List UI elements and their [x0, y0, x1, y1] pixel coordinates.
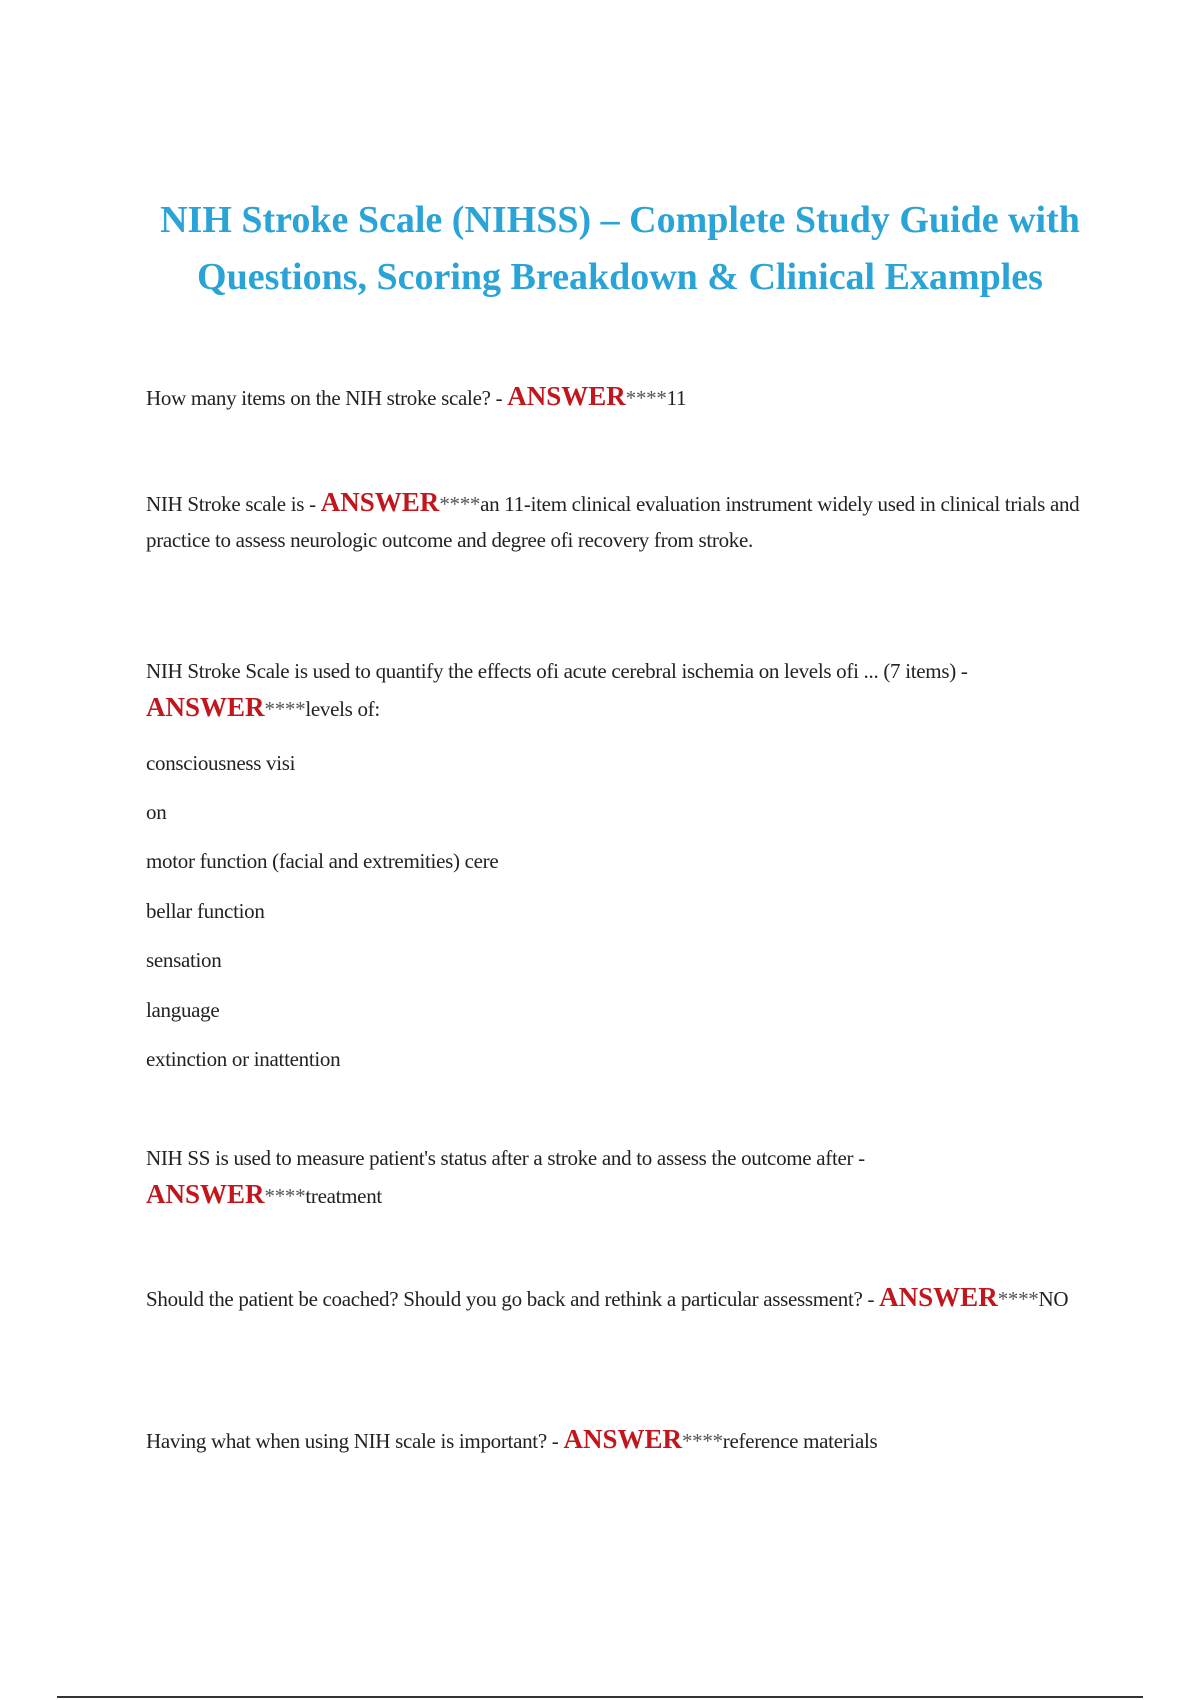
qa-item-1	[146, 378, 1086, 416]
question-text: NIH Stroke Scale is used to quantify the effects ofi acute cerebral ischemia on levels ofi ... (7 items) -	[146, 659, 968, 683]
qa-item-2	[146, 484, 1086, 558]
list-item: language	[146, 998, 220, 1022]
answer-marker: ****	[264, 1184, 306, 1208]
answer-marker: ****	[997, 1287, 1039, 1311]
question-text: Should the patient be coached? Should you go back and rethink a particular assessment? -	[146, 1287, 880, 1311]
list-item: extinction or inattention	[146, 1047, 341, 1071]
answer-text: reference materials	[722, 1429, 878, 1453]
answer-marker: ****	[681, 1429, 723, 1453]
answer-label: ANSWER	[879, 1282, 998, 1312]
question-text: NIH SS is used to measure patient's status after a stroke and to assess the outcome after -	[146, 1146, 865, 1170]
answer-label: ANSWER	[146, 1179, 265, 1209]
qa-item-3	[146, 653, 1086, 727]
qa-item-5	[146, 1279, 1086, 1317]
question-text: NIH Stroke scale is -	[146, 492, 321, 516]
answer-text: levels of:	[305, 697, 380, 721]
list-item: bellar function	[146, 899, 265, 923]
answer-label: ANSWER	[146, 692, 265, 722]
qa-item-6	[146, 1421, 1086, 1459]
answer-label: ANSWER	[507, 381, 626, 411]
question-text: How many items on the NIH stroke scale? -	[146, 386, 508, 410]
answer-text: NO	[1038, 1287, 1069, 1311]
list-item: sensation	[146, 948, 222, 972]
list-item: consciousness visi	[146, 751, 296, 775]
question-text: Having what when using NIH scale is important? -	[146, 1429, 564, 1453]
answer-label: ANSWER	[320, 487, 440, 517]
answer-text: treatment	[305, 1184, 382, 1208]
answer-text: 11	[666, 386, 687, 410]
answer-label: ANSWER	[563, 1424, 682, 1454]
answer-text: an 11-item clinical evaluation instrument widely used in clinical trials and practice to assess neurologic outcome and degree ofi recovery from stroke.	[146, 492, 1080, 552]
answer-marker: ****	[439, 492, 481, 516]
list-item: on	[146, 800, 167, 824]
list-item: motor function (facial and extremities) cere	[146, 849, 499, 873]
footer-divider	[57, 1696, 1143, 1698]
qa-item-4	[146, 1140, 1086, 1214]
answer-marker: ****	[625, 386, 667, 410]
document-title: NIH Stroke Scale (NIHSS) – Complete Study Guide with Questions, Scoring Breakdown & Clinical Examples	[160, 199, 1080, 298]
answer-marker: ****	[264, 697, 306, 721]
